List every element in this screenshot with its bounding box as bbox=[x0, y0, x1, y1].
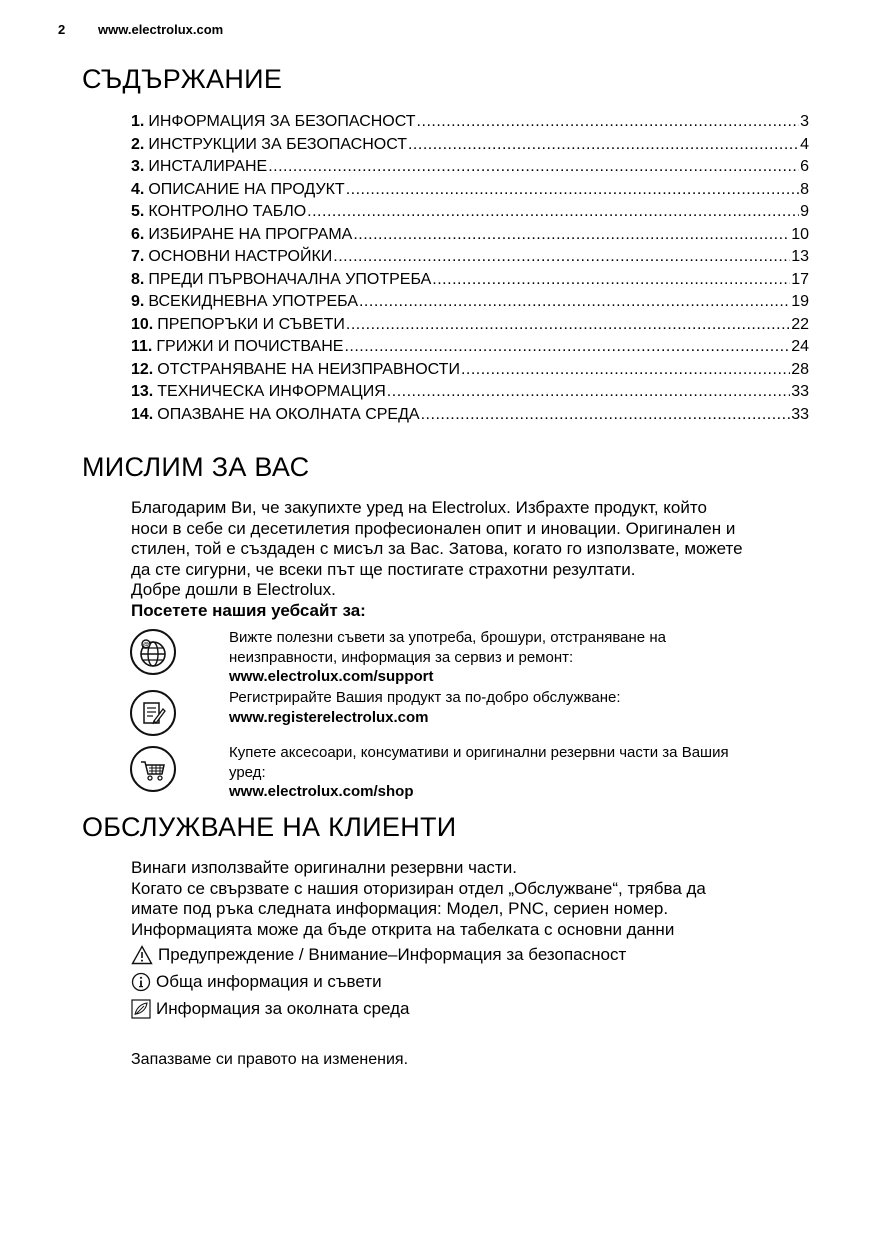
environment-icon bbox=[131, 999, 151, 1019]
toc-item-number: 11. bbox=[131, 338, 153, 355]
toc-item-number: 3. bbox=[131, 158, 145, 175]
toc-item[interactable] bbox=[131, 383, 809, 406]
toc-item[interactable] bbox=[131, 248, 809, 271]
toc-item-page: 24 bbox=[791, 338, 809, 355]
toc-leader-dots bbox=[353, 226, 790, 244]
toc-item-number: 2. bbox=[131, 135, 145, 153]
toc-item-page: 17 bbox=[791, 270, 809, 288]
toc-item-page: 33 bbox=[791, 383, 809, 400]
toc-item-number: 14. bbox=[131, 405, 154, 423]
toc-item-number: 1. bbox=[131, 113, 145, 130]
cart-icon bbox=[130, 746, 176, 792]
toc-item-number: 12. bbox=[131, 360, 154, 378]
toc-item-label: ИНСТАЛИРАНЕ bbox=[148, 158, 268, 175]
toc-item-page: 9 bbox=[800, 203, 809, 220]
service-line: имате под ръка следната информация: Модел, PNC, сериен номер. bbox=[131, 899, 669, 918]
toc-item-number: 8. bbox=[131, 270, 145, 288]
toc-item-page: 4 bbox=[800, 135, 809, 153]
symbol-warning bbox=[131, 945, 626, 965]
toc-item[interactable] bbox=[131, 226, 809, 249]
toc-item[interactable] bbox=[131, 361, 809, 384]
page-header bbox=[58, 22, 223, 37]
toc-item[interactable] bbox=[131, 203, 809, 226]
toc-leader-dots bbox=[432, 271, 790, 289]
toc-item-label: ТЕХНИЧЕСКА ИНФОРМАЦИЯ bbox=[157, 383, 386, 400]
toc-item-label: ПРЕДИ ПЪРВОНАЧАЛНА УПОТРЕБА bbox=[148, 270, 432, 288]
toc-item-label: ОТСТРАНЯВАНЕ НА НЕИЗПРАВНОСТИ bbox=[157, 360, 460, 378]
service-line: Винаги използвайте оригинални резервни части. bbox=[131, 858, 517, 877]
intro-line: Благодарим Ви, че закупихте уред на Electrolux. Избрахте продукт, който bbox=[131, 498, 707, 517]
link-desc-line: уред: bbox=[229, 763, 266, 781]
service-line: Информацията може да бъде открита на табелката с основни данни bbox=[131, 919, 675, 939]
link-desc-line: Вижте полезни съвети за употреба, брошури, отстраняване на bbox=[229, 629, 666, 646]
toc-item-page: 13 bbox=[791, 248, 809, 265]
toc-item-page: 28 bbox=[791, 360, 809, 378]
toc-leader-dots bbox=[346, 181, 799, 199]
toc-item-label: ИНФОРМАЦИЯ ЗА БЕЗОПАСНОСТ bbox=[148, 113, 416, 130]
symbol-environment bbox=[131, 999, 410, 1019]
thinking-intro bbox=[131, 498, 821, 621]
toc-item-number: 10. bbox=[131, 315, 154, 333]
service-intro bbox=[131, 858, 821, 940]
svg-text:@: @ bbox=[142, 641, 150, 649]
toc-item-label: ОПИСАНИЕ НА ПРОДУКТ bbox=[148, 180, 345, 198]
info-icon bbox=[131, 972, 151, 992]
table-of-contents bbox=[131, 113, 809, 428]
symbol-info bbox=[131, 972, 382, 992]
toc-item-page: 19 bbox=[791, 293, 809, 310]
toc-item[interactable] bbox=[131, 338, 809, 361]
register-link-text bbox=[229, 688, 809, 727]
toc-item-label: ОПАЗВАНЕ НА ОКОЛНАТА СРЕДА bbox=[157, 405, 420, 423]
toc-leader-dots bbox=[307, 203, 799, 221]
toc-item-label: ИЗБИРАНЕ НА ПРОГРАМА bbox=[148, 225, 353, 243]
intro-line: носи в себе си десетилетия професионален опит и иновации. Оригинален и bbox=[131, 518, 736, 538]
toc-item[interactable] bbox=[131, 271, 809, 294]
toc-leader-dots bbox=[408, 136, 799, 154]
shop-link-text bbox=[229, 743, 809, 802]
link-desc-line: Купете аксесоари, консумативи и оригинални резервни части за Вашия bbox=[229, 744, 729, 761]
toc-item[interactable] bbox=[131, 293, 809, 316]
visit-label: Посетете нашия уебсайт за: bbox=[131, 600, 366, 620]
toc-item-label: ОСНОВНИ НАСТРОЙКИ bbox=[148, 248, 333, 265]
link-desc-line: неизправности, информация за сервиз и ремонт: bbox=[229, 648, 574, 666]
warning-icon bbox=[131, 945, 153, 965]
toc-leader-dots bbox=[344, 338, 790, 356]
toc-leader-dots bbox=[333, 248, 790, 266]
toc-item[interactable] bbox=[131, 158, 809, 181]
intro-line: да сте сигурни, че всеки път ще постигате страхотни резултати. bbox=[131, 559, 636, 579]
register-icon bbox=[130, 690, 176, 736]
footer-note: Запазваме си правото на изменения. bbox=[131, 1051, 409, 1068]
service-line: Когато се свързвате с нашия оторизиран отдел „Обслужване“, трябва да bbox=[131, 878, 706, 898]
toc-item-label: ПРЕПОРЪКИ И СЪВЕТИ bbox=[157, 315, 345, 333]
toc-leader-dots bbox=[421, 406, 791, 424]
toc-leader-dots bbox=[359, 293, 790, 311]
page-number: 2 bbox=[58, 22, 66, 37]
toc-item[interactable] bbox=[131, 181, 809, 204]
header-website: www.electrolux.com bbox=[98, 22, 224, 37]
toc-item-number: 13. bbox=[131, 383, 154, 400]
toc-item-number: 4. bbox=[131, 180, 145, 198]
link-desc-line: Регистрирайте Вашия продукт за по-добро обслужване: bbox=[229, 689, 621, 706]
toc-item-page: 3 bbox=[800, 113, 809, 130]
service-title: ОБСЛУЖВАНЕ НА КЛИЕНТИ bbox=[82, 812, 457, 842]
toc-item[interactable] bbox=[131, 406, 809, 429]
toc-item-number: 6. bbox=[131, 225, 145, 243]
toc-item-label: ВСЕКИДНЕВНА УПОТРЕБА bbox=[148, 293, 358, 310]
toc-item-number: 5. bbox=[131, 203, 145, 220]
toc-item-number: 9. bbox=[131, 293, 145, 310]
toc-item[interactable] bbox=[131, 316, 809, 339]
toc-item-page: 10 bbox=[791, 225, 809, 243]
toc-item[interactable] bbox=[131, 113, 809, 136]
symbol-text: Информация за околната среда bbox=[156, 999, 410, 1018]
shop-url[interactable]: www.electrolux.com/shop bbox=[229, 783, 414, 800]
toc-item-number: 7. bbox=[131, 248, 145, 265]
toc-leader-dots bbox=[461, 361, 790, 379]
intro-line: стилен, той е създаден с мисъл за Вас. Затова, когато го използвате, можете bbox=[131, 539, 743, 558]
symbol-text: Обща информация и съвети bbox=[156, 972, 382, 991]
toc-item[interactable] bbox=[131, 136, 809, 159]
support-url[interactable]: www.electrolux.com/support bbox=[229, 668, 434, 685]
register-url[interactable]: www.registerelectrolux.com bbox=[229, 708, 429, 726]
toc-leader-dots bbox=[417, 113, 800, 131]
toc-leader-dots bbox=[346, 316, 790, 334]
globe-icon bbox=[130, 629, 176, 675]
toc-item-page: 6 bbox=[800, 158, 809, 175]
toc-item-label: КОНТРОЛНО ТАБЛО bbox=[148, 203, 307, 220]
toc-item-label: ГРИЖИ И ПОЧИСТВАНЕ bbox=[156, 338, 344, 355]
symbol-text: Предупреждение / Внимание–Информация за безопасност bbox=[158, 945, 627, 964]
toc-title: СЪДЪРЖАНИЕ bbox=[82, 64, 283, 94]
toc-item-page: 8 bbox=[800, 180, 809, 198]
thinking-title: МИСЛИМ ЗА ВАС bbox=[82, 452, 310, 482]
support-link-text bbox=[229, 628, 809, 687]
toc-item-label: ИНСТРУКЦИИ ЗА БЕЗОПАСНОСТ bbox=[148, 135, 407, 153]
intro-line: Добре дошли в Electrolux. bbox=[131, 580, 336, 599]
toc-leader-dots bbox=[387, 383, 790, 401]
toc-item-page: 33 bbox=[791, 405, 809, 423]
toc-item-page: 22 bbox=[791, 315, 809, 333]
toc-leader-dots bbox=[268, 158, 799, 176]
